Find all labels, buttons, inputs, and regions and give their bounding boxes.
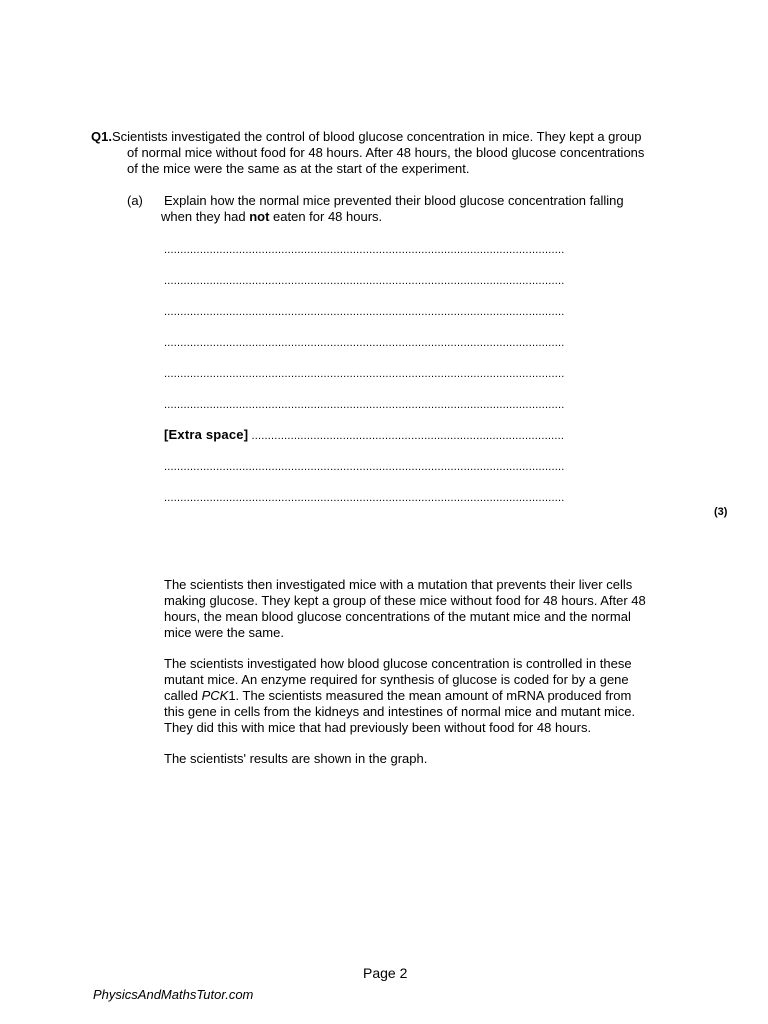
extra-space-line[interactable] xyxy=(164,428,638,443)
answer-line[interactable]: ........................................................................................................................... xyxy=(164,337,565,349)
paragraph-mutant-mice xyxy=(164,577,704,641)
paragraph-line-end: 1. The scientists measured the mean amount of mRNA produced from xyxy=(228,688,632,703)
extra-space-dots: ................................................................................................ xyxy=(251,430,565,442)
paragraph-line: The scientists then investigated mice with a mutation that prevents their liver cells xyxy=(164,577,633,592)
paragraph-line-start: called xyxy=(164,688,202,703)
paragraph-line: making glucose. They kept a group of these mice without food for 48 hours. After 48 xyxy=(164,593,646,608)
paragraph-pck1 xyxy=(164,656,704,736)
paragraph-line: hours, the mean blood glucose concentrations of the mutant mice and the normal xyxy=(164,609,631,624)
answer-line[interactable]: ........................................................................................................................... xyxy=(164,275,565,287)
answer-line[interactable]: ........................................................................................................................... xyxy=(164,368,565,380)
question-intro-line-2: of normal mice without food for 48 hours. After 48 hours, the blood glucose concentrations xyxy=(127,145,645,160)
part-a-text xyxy=(161,193,694,225)
marks-allocation: (3) xyxy=(714,506,728,518)
question-intro-continued xyxy=(127,145,707,176)
part-a-text-line-2-end: eaten for 48 hours. xyxy=(269,209,383,224)
page-number: Page 2 xyxy=(363,965,408,981)
answer-line[interactable]: ........................................................................................................................... xyxy=(164,399,565,411)
paragraph-line: mice were the same. xyxy=(164,625,284,640)
gene-name: PCK xyxy=(201,688,229,703)
question-intro-line-1: Scientists investigated the control of blood glucose concentration in mice. They kept a group xyxy=(111,129,642,144)
paragraph-line: They did this with mice that had previously been without food for 48 hours. xyxy=(164,720,592,735)
part-a-text-line-1: Explain how the normal mice prevented their blood glucose concentration falling xyxy=(164,193,624,208)
paragraph-line xyxy=(164,688,704,704)
site-footer: PhysicsAndMathsTutor.com xyxy=(93,987,254,1002)
answer-line[interactable]: ........................................................................................................................... xyxy=(164,306,565,318)
extra-answer-line[interactable]: ........................................................................................................................... xyxy=(164,461,565,473)
extra-space-label: [Extra space] xyxy=(164,428,249,442)
part-a-text-line-2 xyxy=(161,209,694,225)
part-a-text-line-2-start: when they had xyxy=(161,209,250,224)
paragraph-line: The scientists investigated how blood glucose concentration is controlled in these xyxy=(164,656,632,671)
part-a-label: (a) xyxy=(127,193,143,208)
paragraph-results: The scientists' results are shown in the graph. xyxy=(164,751,428,766)
paragraph-line: mutant mice. An enzyme required for synthesis of glucose is coded for by a gene xyxy=(164,672,629,687)
paragraph-line: this gene in cells from the kidneys and intestines of normal mice and mutant mice. xyxy=(164,704,636,719)
extra-answer-line[interactable]: ........................................................................................................................... xyxy=(164,492,565,504)
question-intro xyxy=(91,129,701,145)
question-number: Q1. xyxy=(91,129,112,144)
part-a-emphasis-not: not xyxy=(249,209,270,224)
answer-line[interactable]: ........................................................................................................................... xyxy=(164,244,565,256)
question-intro-line-3: of the mice were the same as at the start of the experiment. xyxy=(127,161,470,176)
